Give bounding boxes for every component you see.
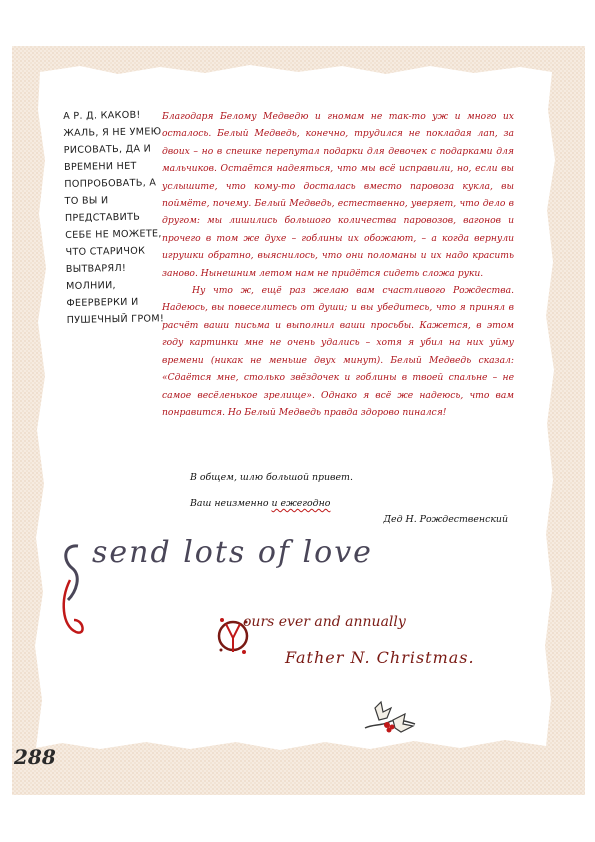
letter-paragraph-1: Благодаря Белому Медведю и гномам не так-то уж и много их осталось. Белый Медведь, конечно, трудился не покладая лап, за двоих – но в спешке перепутал подарки для девочек с подарками для мальчиков. Остаётся надеяться, что мы всё исправили, но, если вы услышите, что кому-то досталась вместо паровоза кукла, вы поймёте, почему. Белый Медведь, естественно, уверяет, что дело в другом: мы лишились большого количества паровозов, вагонов и прочего в том же духе – гоблины их обожают, – а когда вернули игрушки обратно, выяснилось, что они поломаны и их надо красить заново. Нынешним летом нам не придётся сидеть сложа руки. (162, 111, 514, 279)
sidenote-line: А Р. Д. КАКОВ! (63, 109, 141, 122)
sidenote-line: МОЛНИИ, (66, 280, 116, 292)
handwritten-send-love: send lots of love (92, 535, 373, 570)
sidenote-line: ПОПРОБОВАТЬ, А (64, 177, 157, 190)
closing-yours-underlined: и ежегодно (271, 498, 331, 509)
handwritten-yours: ours ever and annually (243, 614, 406, 630)
closing-yours (190, 498, 330, 509)
sidenote-line: ЖАЛЬ, Я НЕ УМЕЮ (63, 126, 162, 139)
closing-greeting: В общем, шлю большой привет. (190, 472, 353, 483)
handwritten-sidenote (63, 106, 165, 329)
signature-text: Дед Н. Рождественский (383, 514, 508, 525)
sidenote-line: ПУШЕЧНЫЙ ГРОМ! (66, 313, 165, 326)
decorative-s-icon (56, 540, 90, 640)
sidenote-line: СЕБЕ НЕ МОЖЕТЕ, (65, 228, 162, 241)
sidenote-line: ТО ВЫ И (64, 195, 109, 207)
sidenote-line: ВЫТВАРЯЛ! (65, 262, 127, 275)
handwritten-father-christmas: Father N. Christmas. (285, 648, 475, 667)
closing-yours-prefix: Ваш неизменно (190, 498, 272, 509)
sidenote-line: ВРЕМЕНИ НЕТ (63, 160, 137, 173)
sidenote-line: ЧТО СТАРИЧОК (65, 245, 146, 258)
sidenote-line: РИСОВАТЬ, ДА И (63, 143, 152, 156)
holly-icon (361, 698, 419, 740)
sidenote-line: ФЕЕРВЕРКИ И (66, 296, 139, 309)
letter-body (162, 108, 514, 421)
letter-paragraph-2: Ну что ж, ещё раз желаю вам счастливого Рождества. Надеюсь, вы повеселитесь от души; и вы убедитесь, что я принял в расчёт ваши письма и выполнил ваши просьбы. Кажется, в этом году картинки мне не очень удались – хотя я убил на них уйму времени (никак не меньше двух минут). Белый Медведь сказал: «Сдаётся мне, столько звёздочек и гоблины в твоей спальне – не самое весёленькое зрелище». Однако я всё же надеюсь, что вам понравится. Но Белый Медведь правда здорово пинался! (162, 285, 514, 418)
page-number: 288 (14, 745, 56, 769)
sidenote-line: ПРЕДСТАВИТЬ (64, 211, 141, 224)
